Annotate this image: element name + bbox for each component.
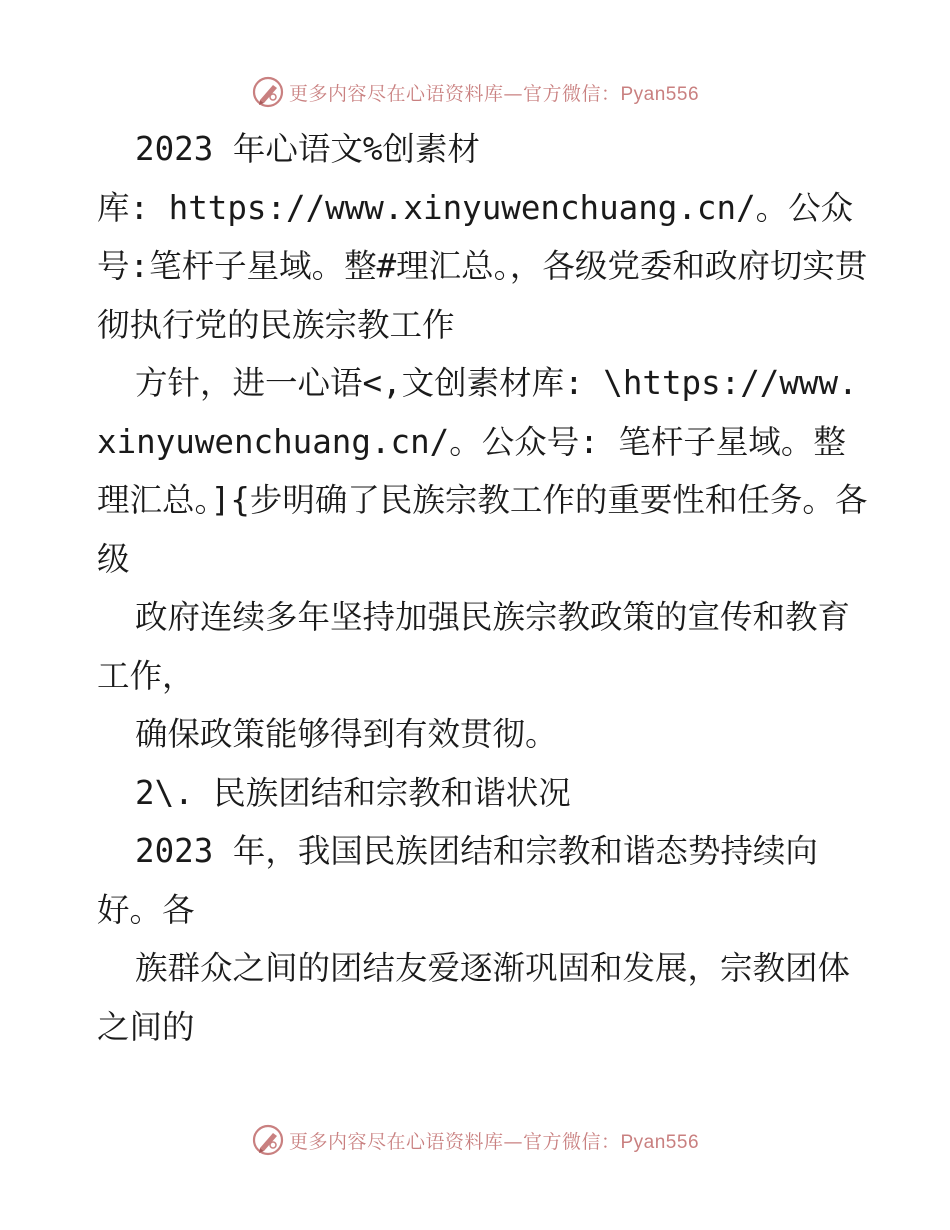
pen-seal-icon	[251, 75, 285, 109]
document-body	[97, 120, 877, 1056]
paragraph: 2023 年，我国民族团结和宗教和谐态势持续向好。各	[97, 832, 818, 929]
paragraph: 族群众之间的团结友爱逐渐巩固和发展，宗教团体之间的	[97, 949, 851, 1046]
paragraph: 库: https://www.xinyuwenchuang.cn/。公众号:笔杆子星域。整#理汇总。，各级党委和政府切实贯彻执行党的民族宗教工作	[97, 188, 868, 344]
paragraph: 方针，进一心语<,文创素材库: \https://www.xinyuwenchuang.cn/。公众号: 笔杆子星域。整理汇总。]{步明确了民族宗教工作的重要性和任务。各级	[97, 364, 868, 578]
footer-watermark	[0, 1120, 950, 1160]
pen-seal-icon	[251, 1123, 285, 1157]
section-heading: 2\. 民族团结和宗教和谐状况	[135, 773, 571, 812]
paragraph: 确保政策能够得到有效贯彻。	[135, 715, 558, 753]
paragraph: 2023 年心语文%创素材	[135, 130, 480, 168]
header-watermark	[0, 72, 950, 112]
paragraph: 政府连续多年坚持加强民族宗教政策的宣传和教育工作，	[97, 598, 851, 695]
watermark-text: 更多内容尽在心语资料库—官方微信：Pyan556	[288, 82, 700, 105]
watermark-text: 更多内容尽在心语资料库—官方微信：Pyan556	[288, 1130, 700, 1153]
